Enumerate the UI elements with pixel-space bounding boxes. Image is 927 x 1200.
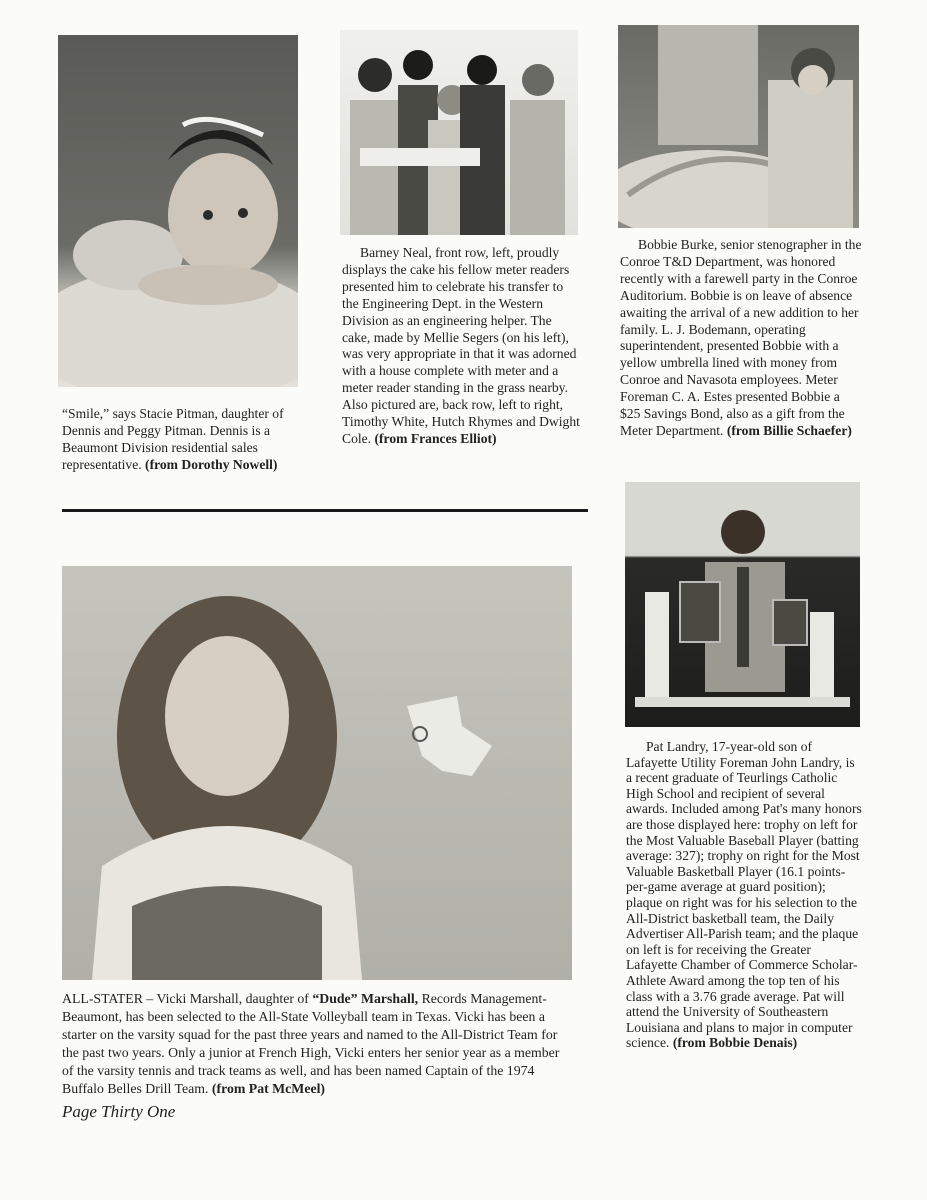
pat-caption-text: Pat Landry, 17-year-old son of Lafayette Utility Foreman John Landry, is a recent graduate of Teurlings Catholic High School and recipient of several awards. Included among Pat's many honors are those displayed here: trophy on left for the Most Valuable Baseball Player (batting average: 327); trophy on right for the Most Valuable Basketball Player (16.1 points-per-game average at guard position); plaque on right was for his selection to the All-District basketball team, the Daily Advertiser All-Parish team; and the plaque on left is for receiving the Greater Lafayette Chamber of Commerce Scholar-Athlete Award among the top ten of his class with a 3.76 grade average. Pat will attend the University of Southeastern Louisiana and plans to major in computer science. [626, 739, 862, 1051]
barney-caption [342, 245, 580, 448]
baby-photo [58, 35, 298, 387]
bobbie-caption [620, 237, 862, 440]
vicki-caption-dude: “Dude” Marshall, [312, 991, 419, 1006]
barney-credit: (from Frances Elliot) [374, 430, 497, 446]
allstater-illustration [62, 566, 572, 980]
meter-readers-illustration [340, 30, 578, 235]
vicki-caption-lead: ALL-STATER – Vicki Marshall, daughter of [62, 991, 309, 1006]
barney-caption-text: Barney Neal, front row, left, proudly displays the cake his fellow meter readers presented him to celebrate his transfer to the Engineering Dept. in the Western Division as an engineering helper. The cake, made by Mellie Segers (on his left), was very appropriate in that it was adorned with a house complete with meter and a meter reader standing in the grass nearby. Also pictured are, back row, left to right, Timothy White, Hutch Rhymes and Dwight Cole. [342, 245, 580, 446]
section-divider [62, 509, 588, 512]
pat-caption [626, 739, 864, 1051]
stacie-caption [62, 406, 302, 474]
vicki-caption-text: Records Management-Beaumont, has been selected to the All-State Volleyball team in Texas. Vicki has been a starter on the varsity squad for the past three years and named to the All-District Team for the past two years. Only a junior at French High, Vicki enters her senior year as a member of the varsity tennis and track teams as well, and has been named Captain of the 1974 Buffalo Belles Drill Team. [62, 991, 560, 1096]
bobbie-caption-text: Bobbie Burke, senior stenographer in the Conroe T&D Department, was honored recently with a farewell party in the Conroe Auditorium. Bobbie is on leave of absence awaiting the arrival of a new addition to her family. L. J. Bodemann, operating superintendent, presented Bobbie with a yellow umbrella lined with money from Conroe and Navasota employees. Meter Foreman C. A. Estes presented Bobbie a $25 Savings Bond, also as a gift from the Meter Department. [620, 237, 862, 438]
farewell-party-illustration [618, 25, 859, 228]
meter-readers-photo [340, 30, 578, 235]
bobbie-credit: (from Billie Schaefer) [726, 422, 852, 438]
vicki-caption [62, 990, 574, 1098]
allstater-photo [62, 566, 572, 980]
pat-credit: (from Bobbie Denais) [672, 1035, 798, 1051]
farewell-party-photo [618, 25, 859, 228]
stacie-credit: (from Dorothy Nowell) [145, 456, 278, 472]
stacie-caption-text: “Smile,” says Stacie Pitman, daughter of Dennis and Peggy Pitman. Dennis is a Beaumont Division residential sales representative. [62, 406, 284, 472]
page-number: Page Thirty One [62, 1102, 176, 1121]
baby-illustration [58, 35, 298, 387]
trophies-photo [625, 482, 860, 727]
vicki-credit: (from Pat McMeel) [211, 1081, 326, 1096]
trophies-illustration [625, 482, 860, 727]
